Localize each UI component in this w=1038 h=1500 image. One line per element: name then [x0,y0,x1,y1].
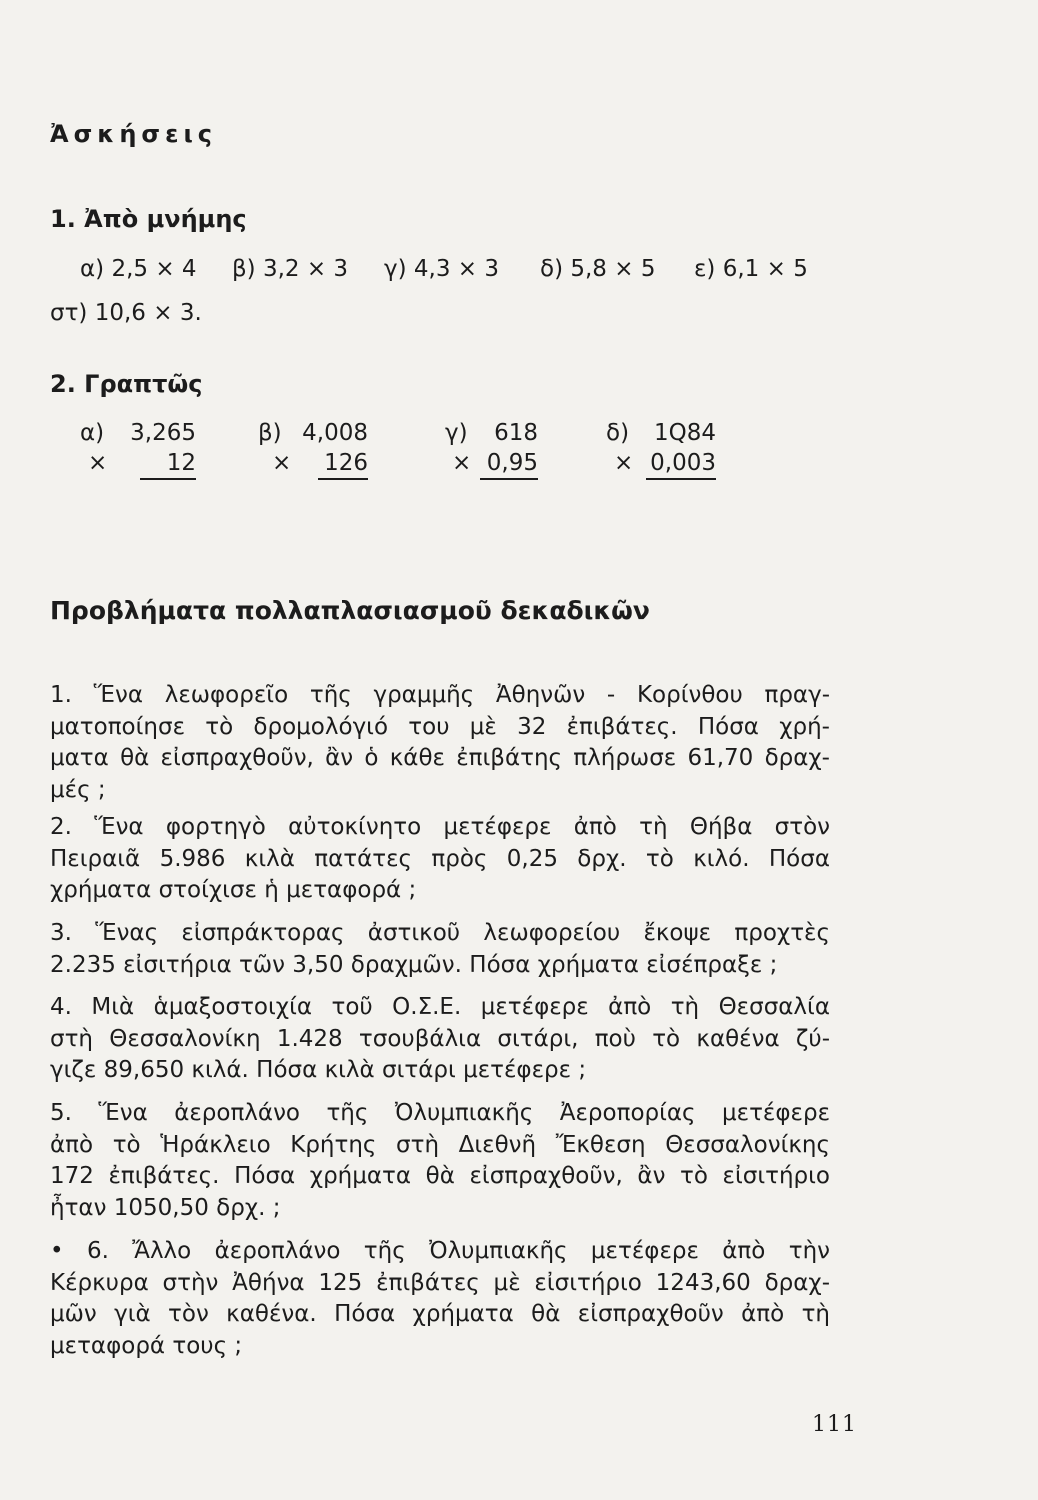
problem-6-line-3: μῶν γιὰ τὸν καθένα. Πόσα χρήματα θὰ εἰσπραχθοῦν ἀπὸ τὴ [50,1301,830,1327]
problem-5-line-1: 5. Ἕνα ἀεροπλάνο τῆς Ὀλυμπιακῆς Ἀεροπορίας μετέφερε [50,1100,830,1126]
times-sign-d: × [614,450,634,476]
problem-5-line-2: ἀπὸ τὸ Ἡράκλειο Κρήτης στὴ Διεθνῆ Ἔκθεση Θεσσαλονίκης [50,1131,830,1158]
written-exercise-d-top: 1Q84 [653,420,716,446]
exercise-b: β) 3,2 × 3 [232,256,349,282]
page-number: 111 [812,1412,857,1437]
times-sign-c: × [452,450,472,476]
problem-3 [50,918,830,981]
section-written-title: 2. Γραπτῶς [50,370,203,398]
written-exercise-a-top: 3,265 [130,420,196,446]
exercise-f: στ) 10,6 × 3. [50,300,202,326]
written-exercise-c-label: γ) [445,420,468,446]
problems-heading: Προβλήματα πολλαπλασιασμοῦ δεκαδικῶν [50,596,650,625]
problem-1 [50,680,830,806]
exercise-d: δ) 5,8 × 5 [540,256,656,282]
problem-4-line-2: στὴ Θεσσαλονίκη 1.428 τσουβάλια σιτάρι, ποὺ τὸ καθένα ζύ- [50,1025,830,1052]
problem-5 [50,1098,830,1224]
problem-2-line-2: Πειραιᾶ 5.986 κιλὰ πατάτες πρὸς 0,25 δρχ. τὸ κιλό. Πόσα [50,845,830,872]
problem-1-line-4: μές ; [50,776,106,803]
problem-5-line-3: 172 ἐπιβάτες. Πόσα χρήματα θὰ εἰσπραχθοῦν, ἂν τὸ εἰσιτήριο [50,1163,830,1189]
written-exercise-b-mult: 126 [318,450,368,480]
problem-1-line-1: 1. Ἕνα λεωφορεῖο τῆς γραμμῆς Ἀθηνῶν - Κορίνθου πραγ- [50,682,830,708]
times-sign-a: × [88,450,108,476]
written-exercise-c-mult: 0,95 [480,450,538,480]
exercise-c: γ) 4,3 × 3 [384,256,499,282]
written-exercise-d-label: δ) [606,420,630,446]
written-exercise-a-mult: 12 [140,450,196,480]
written-exercise-c-top: 618 [494,420,538,446]
problem-6 [50,1236,830,1362]
problem-3-line-2: 2.235 εἰσιτήρια τῶν 3,50 δραχμῶν. Πόσα χρήματα εἰσέπραξε ; [50,951,778,978]
problem-4 [50,992,830,1087]
times-sign-b: × [272,450,292,476]
exercise-e: ε) 6,1 × 5 [694,256,808,282]
written-exercise-d-mult: 0,003 [646,450,716,480]
problem-4-line-3: γιζε 89,650 κιλά. Πόσα κιλὰ σιτάρι μετέφερε ; [50,1057,587,1083]
problem-6-line-4: μεταφορά τους ; [50,1332,243,1359]
problem-4-line-1: 4. Μιὰ ἁμαξοστοιχία τοῦ Ο.Σ.Ε. μετέφερε ἀπὸ τὴ Θεσσαλία [50,994,830,1020]
section-from-memory-title: 1. Ἀπὸ μνήμης [50,205,247,233]
problem-1-line-2: ματοποίησε τὸ δρομολόγιό του μὲ 32 ἐπιβάτες. Πόσα χρή- [50,713,830,740]
problem-1-line-3: ματα θὰ εἰσπραχθοῦν, ἂν ὁ κάθε ἐπιβάτης πλήρωσε 61,70 δραχ- [50,745,830,771]
exercise-a: α) 2,5 × 4 [80,256,197,282]
written-exercise-b-label: β) [258,420,282,446]
problem-2-line-3: χρήματα στοίχισε ἡ μεταφορά ; [50,877,417,903]
written-exercise-b-top: 4,008 [302,420,368,446]
exercises-heading: Ἀσκήσεις [50,120,218,148]
problem-2 [50,812,830,907]
problem-2-line-1: 2. Ἕνα φορτηγὸ αὐτοκίνητο μετέφερε ἀπὸ τὴ Θήβα στὸν [50,814,830,840]
problem-3-line-1: 3. Ἕνας εἰσπράκτορας ἀστικοῦ λεωφορείου ἔκοψε προχτὲς [50,920,830,946]
problem-6-line-2: Κέρκυρα στὴν Ἀθήνα 125 ἐπιβάτες μὲ εἰσιτήριο 1243,60 δραχ- [50,1269,830,1296]
written-exercise-a-label: α) [80,420,105,446]
problem-6-line-1: • 6. Ἄλλο ἀεροπλάνο τῆς Ὀλυμπιακῆς μετέφερε ἀπὸ τὴν [50,1238,830,1264]
problem-5-line-4: ἦταν 1050,50 δρχ. ; [50,1194,281,1221]
